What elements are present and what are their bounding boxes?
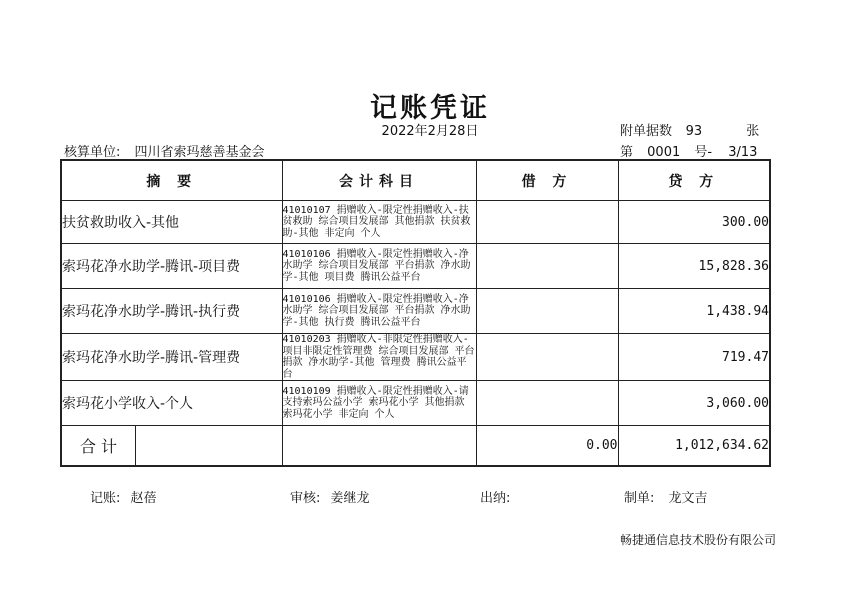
preparer-label: 制单: (624, 491, 655, 506)
reviewer-name: 姜继龙 (330, 491, 370, 506)
reviewer (290, 487, 370, 506)
voucher-number-value: 0001 (647, 145, 681, 160)
table-row (61, 381, 770, 426)
header-debit: 借 方 (476, 160, 618, 201)
total-label: 合 计 (62, 426, 136, 465)
cashier-label: 出纳: (480, 491, 511, 506)
accounting-unit-label: 核算单位: (64, 145, 121, 160)
table-row (61, 334, 770, 381)
total-credit: 1,012,634.62 (618, 426, 770, 467)
total-account (282, 426, 476, 467)
total-debit: 0.00 (476, 426, 618, 467)
voucher-date: 2022年2月28日 (381, 124, 479, 139)
table-header-row (61, 160, 770, 201)
row-summary: 索玛花净水助学-腾讯-管理费 (61, 334, 282, 381)
row-summary: 索玛花净水助学-腾讯-执行费 (61, 289, 282, 334)
attachment-label: 附单据数 (620, 124, 673, 139)
voucher-number-suffix: 号- (694, 145, 713, 160)
software-vendor: 畅捷通信息技术股份有限公司 (620, 533, 777, 547)
cashier (480, 487, 516, 506)
preparer-name: 龙文吉 (668, 491, 708, 506)
attachment-number: 93 (685, 124, 703, 139)
row-account: 41010109 捐赠收入-限定性捐赠收入-请支持索玛公益小学 索玛花小学 其他捐款 索玛花小学 非定向 个人 (282, 381, 476, 426)
header-summary: 摘 要 (61, 160, 282, 201)
table-row (61, 289, 770, 334)
row-summary: 索玛花小学收入-个人 (61, 381, 282, 426)
row-debit (476, 381, 618, 426)
row-debit (476, 334, 618, 381)
attachment-count (620, 120, 759, 139)
bookkeeper-name: 赵蓓 (130, 491, 157, 506)
voucher-number-prefix: 第 (620, 145, 634, 160)
preparer (624, 487, 708, 506)
row-debit (476, 244, 618, 289)
table-row (61, 244, 770, 289)
bookkeeper (90, 487, 157, 506)
row-summary: 索玛花净水助学-腾讯-项目费 (61, 244, 282, 289)
row-account: 41010106 捐赠收入-限定性捐赠收入-净水助学 综合项目发展部 平台捐款 净水助学-其他 执行费 腾讯公益平台 (282, 289, 476, 334)
voucher-number (620, 141, 757, 160)
row-account: 41010106 捐赠收入-限定性捐赠收入-净水助学 综合项目发展部 平台捐款 净水助学-其他 项目费 腾讯公益平台 (282, 244, 476, 289)
row-account: 41010203 捐赠收入-非限定性捐赠收入-项目非限定性管理费 综合项目发展部 平台捐款 净水助学-其他 管理费 腾讯公益平台 (282, 334, 475, 380)
row-credit: 3,060.00 (618, 381, 770, 426)
row-debit (476, 201, 618, 244)
accounting-unit (64, 141, 265, 160)
reviewer-label: 审核: (290, 491, 321, 506)
row-credit: 300.00 (618, 201, 770, 244)
total-row (61, 426, 770, 467)
row-summary: 扶贫救助收入-其他 (61, 201, 282, 244)
header-account: 会计科目 (282, 160, 476, 201)
attachment-unit: 张 (746, 124, 760, 139)
row-debit (476, 289, 618, 334)
voucher-table (60, 159, 771, 467)
row-credit: 15,828.36 (618, 244, 770, 289)
bookkeeper-label: 记账: (90, 491, 121, 506)
row-credit: 1,438.94 (618, 289, 770, 334)
row-credit: 719.47 (618, 334, 770, 381)
voucher-title: 记账凭证 (370, 93, 490, 124)
row-account: 41010107 捐赠收入-限定性捐赠收入-扶贫救助 综合项目发展部 其他捐款 扶贫救助-其他 非定向 个人 (282, 201, 476, 244)
table-row (61, 201, 770, 244)
total-label-cell (61, 426, 282, 467)
header-credit: 贷 方 (618, 160, 770, 201)
accounting-unit-value: 四川省索玛慈善基金会 (134, 145, 265, 160)
voucher-page: 3/13 (728, 145, 758, 160)
